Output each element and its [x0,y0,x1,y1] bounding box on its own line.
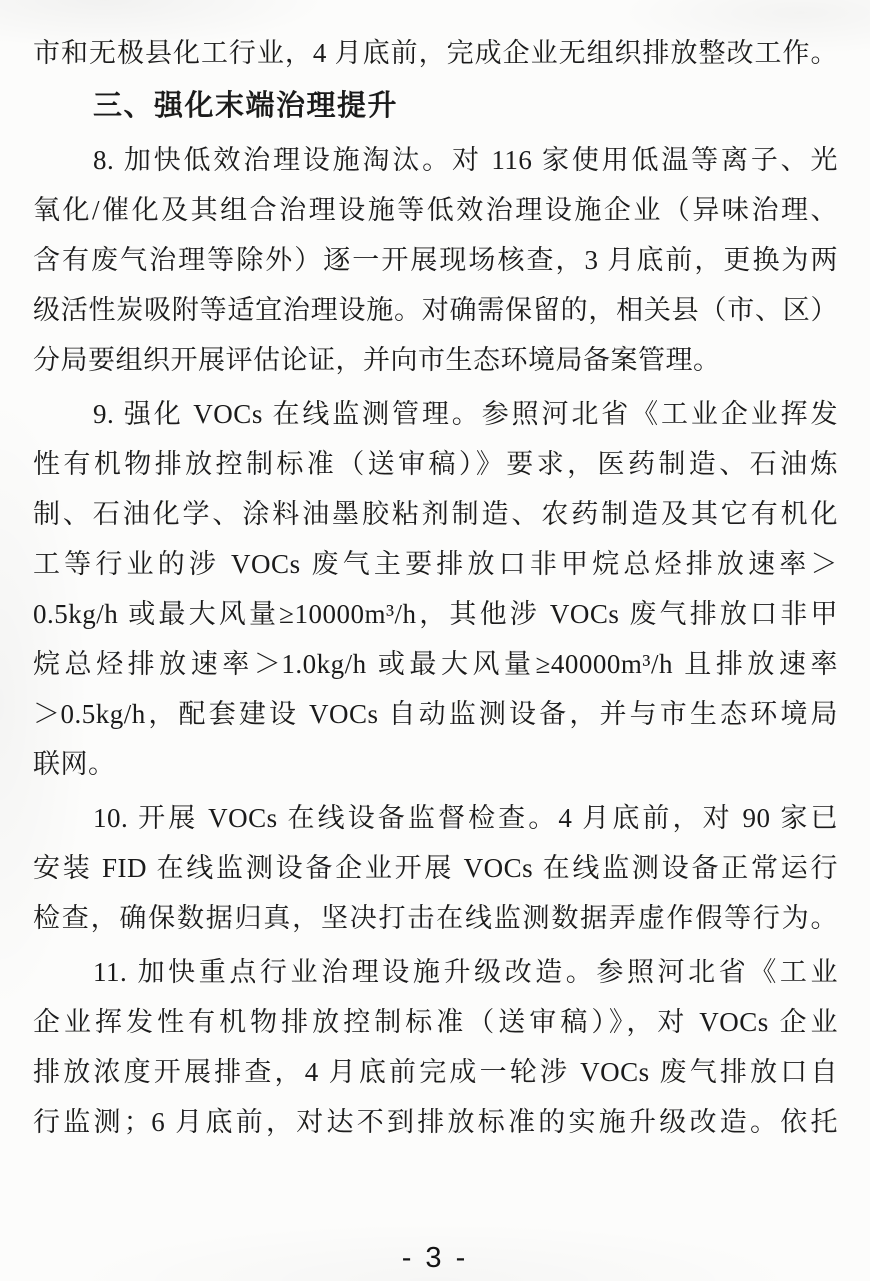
text-line: 烷总烃排放速率＞1.0kg/h 或最大风量≥40000m³/h 且排放速率 [33,649,838,679]
text-line: 含有废气治理等除外）逐一开展现场核查，3 月底前，更换为两 [33,245,838,275]
text-line: 级活性炭吸附等适宜治理设施。对确需保留的，相关县（市、区） [33,295,838,325]
text-line: 氧化/催化及其组合治理设施等低效治理设施企业（异味治理、 [33,195,838,225]
text-line: 0.5kg/h 或最大风量≥10000m³/h，其他涉 VOCs 废气排放口非甲 [33,599,838,629]
text-line: 联网。 [33,749,116,779]
text-line: 企业挥发性有机物排放控制标准（送审稿）》，对 VOCs 企业 [33,1007,838,1037]
text-line: 分局要组织开展评估论证，并向市生态环境局备案管理。 [33,345,721,375]
text-line: 11. 加快重点行业治理设施升级改造。参照河北省《工业 [93,957,838,987]
text-line: 工等行业的涉 VOCs 废气主要排放口非甲烷总烃排放速率＞ [33,549,838,579]
text-line: ＞0.5kg/h，配套建设 VOCs 自动监测设备，并与市生态环境局 [33,699,838,729]
text-line: 行监测；6 月底前，对达不到排放标准的实施升级改造。依托 [33,1107,838,1137]
section-heading: 三、强化末端治理提升 [93,90,399,122]
document-lines [33,28,838,1147]
text-line: 9. 强化 VOCs 在线监测管理。参照河北省《工业企业挥发 [93,399,838,429]
text-line: 制、石油化学、涂料油墨胶粘剂制造、农药制造及其它有机化 [33,499,838,529]
text-line: 8. 加快低效治理设施淘汰。对 116 家使用低温等离子、光 [93,145,838,175]
text-line: 排放浓度开展排查，4 月底前完成一轮涉 VOCs 废气排放口自 [33,1057,838,1087]
text-line: 安装 FID 在线监测设备企业开展 VOCs 在线监测设备正常运行 [33,853,838,883]
text-line: 10. 开展 VOCs 在线设备监督检查。4 月底前，对 90 家已 [93,803,838,833]
text-line: 性有机物排放控制标准（送审稿）》要求，医药制造、石油炼 [33,449,838,479]
text-line: 检查，确保数据归真，坚决打击在线监测数据弄虚作假等行为。 [33,903,838,933]
text-line: 市和无极县化工行业，4 月底前，完成企业无组织排放整改工作。 [33,38,838,68]
page-number: - 3 - [401,1242,469,1274]
